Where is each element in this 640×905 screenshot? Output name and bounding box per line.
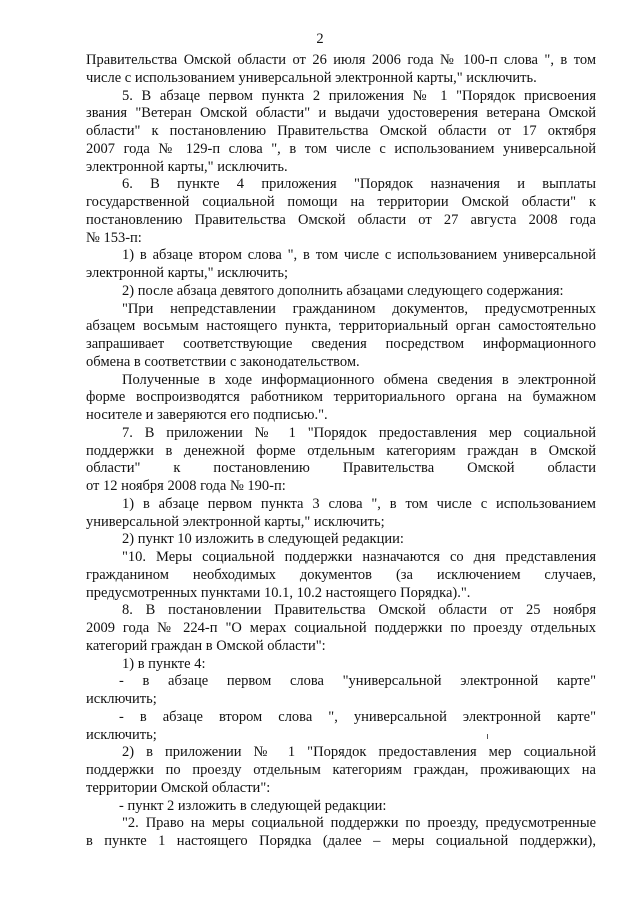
- text-line: в пункте 1 настоящего Порядка (далее – меры социальной поддержки),: [86, 833, 596, 849]
- text-line: 2) после абзаца девятого дополнить абзацами следующего содержания:: [122, 282, 564, 299]
- text-line: звания "Ветеран Омской области" и выдачи удостоверения ветерана Омской: [86, 105, 596, 122]
- text-line: электронной карты," исключить.: [86, 158, 288, 175]
- text-line: "2. Право на меры социальной поддержки по проезду, предусмотренные: [122, 815, 596, 832]
- text-line: от 12 ноября 2008 года № 190-п:: [86, 478, 286, 494]
- text-line: области" к постановлению Правительства Омской области от 17 октября: [86, 123, 596, 139]
- text-line: форме воспроизводятся работником территориального органа на бумажном: [86, 389, 596, 406]
- text-line: 8. В постановлении Правительства Омской области от 25 ноября: [122, 602, 596, 619]
- text-line: электронной карты," исключить;: [86, 265, 289, 281]
- text-line: категорий граждан в Омской области":: [86, 637, 326, 654]
- text-line: - в абзаце первом слова "универсальной электронной карте": [119, 673, 596, 690]
- text-line: Полученные в ходе информационного обмена сведения в электронной: [122, 371, 596, 388]
- text-line: запрашивает соответствующие сведения посредством информационного: [86, 336, 596, 352]
- text-line: гражданином необходимых документов (за исключением случаев,: [86, 566, 596, 583]
- text-line: 2007 года № 129-п слова ", в том числе с использованием универсальной: [86, 140, 596, 157]
- text-line: обмена в соответствии с законодательством.: [86, 353, 360, 370]
- text-line: 2) в приложении № 1 "Порядок предоставления мер социальной: [122, 744, 596, 761]
- text-line: государственной социальной помощи на территории Омской области" к: [86, 194, 596, 210]
- text-line: поддержки в денежной форме отдельным категориям граждан в Омской: [86, 442, 596, 459]
- document-body: [86, 52, 596, 851]
- scan-mark: [487, 734, 488, 739]
- text-line: 7. В приложении № 1 "Порядок предоставления мер социальной: [122, 424, 596, 441]
- text-line: исключить;: [86, 726, 157, 743]
- text-line: Правительства Омской области от 26 июля 2006 года № 100-п слова ", в том: [86, 52, 596, 68]
- text-line: 1) в абзаце первом пункта 3 слова ", в том числе с использованием: [122, 495, 596, 512]
- text-line: 2009 года № 224-п "О мерах социальной поддержки по проезду отдельных: [86, 620, 596, 636]
- text-line: поддержки по проезду отдельным категориям граждан, проживающих на: [86, 762, 596, 778]
- text-line: - пункт 2 изложить в следующей редакции:: [119, 797, 387, 814]
- text-line: - в абзаце втором слова ", универсальной электронной карте": [119, 708, 596, 725]
- text-line: № 153-п:: [86, 229, 142, 246]
- text-line: "При непредставлении гражданином документов, предусмотренных: [122, 300, 596, 317]
- text-line: территории Омской области":: [86, 779, 271, 796]
- text-line: постановлению Правительства Омской области от 27 августа 2008 года: [86, 211, 596, 228]
- text-line: исключить;: [86, 691, 157, 707]
- text-line: числе с использованием универсальной электронной карты," исключить.: [86, 69, 537, 86]
- text-line: 1) в абзаце втором слова ", в том числе с использованием универсальной: [122, 247, 596, 264]
- text-line: 2) пункт 10 изложить в следующей редакции:: [122, 531, 404, 548]
- text-line: абзацем восьмым настоящего пункта, территориальный орган самостоятельно: [86, 318, 596, 335]
- text-line: носителе и заверяются его подписью.".: [86, 407, 328, 423]
- text-line: "10. Меры социальной поддержки назначаются со дня представления: [122, 549, 596, 565]
- text-line: 5. В абзаце первом пункта 2 приложения № 1 "Порядок присвоения: [122, 87, 596, 104]
- page-number: 2: [316, 31, 324, 47]
- text-line: области" к постановлению Правительства Омской области: [86, 460, 596, 477]
- text-line: 6. В пункте 4 приложения "Порядок назначения и выплаты: [122, 176, 596, 193]
- text-line: универсальной электронной карты," исключить;: [86, 513, 385, 530]
- text-line: 1) в пункте 4:: [122, 655, 206, 672]
- text-line: предусмотренных пунктами 10.1, 10.2 настоящего Порядка).".: [86, 584, 471, 601]
